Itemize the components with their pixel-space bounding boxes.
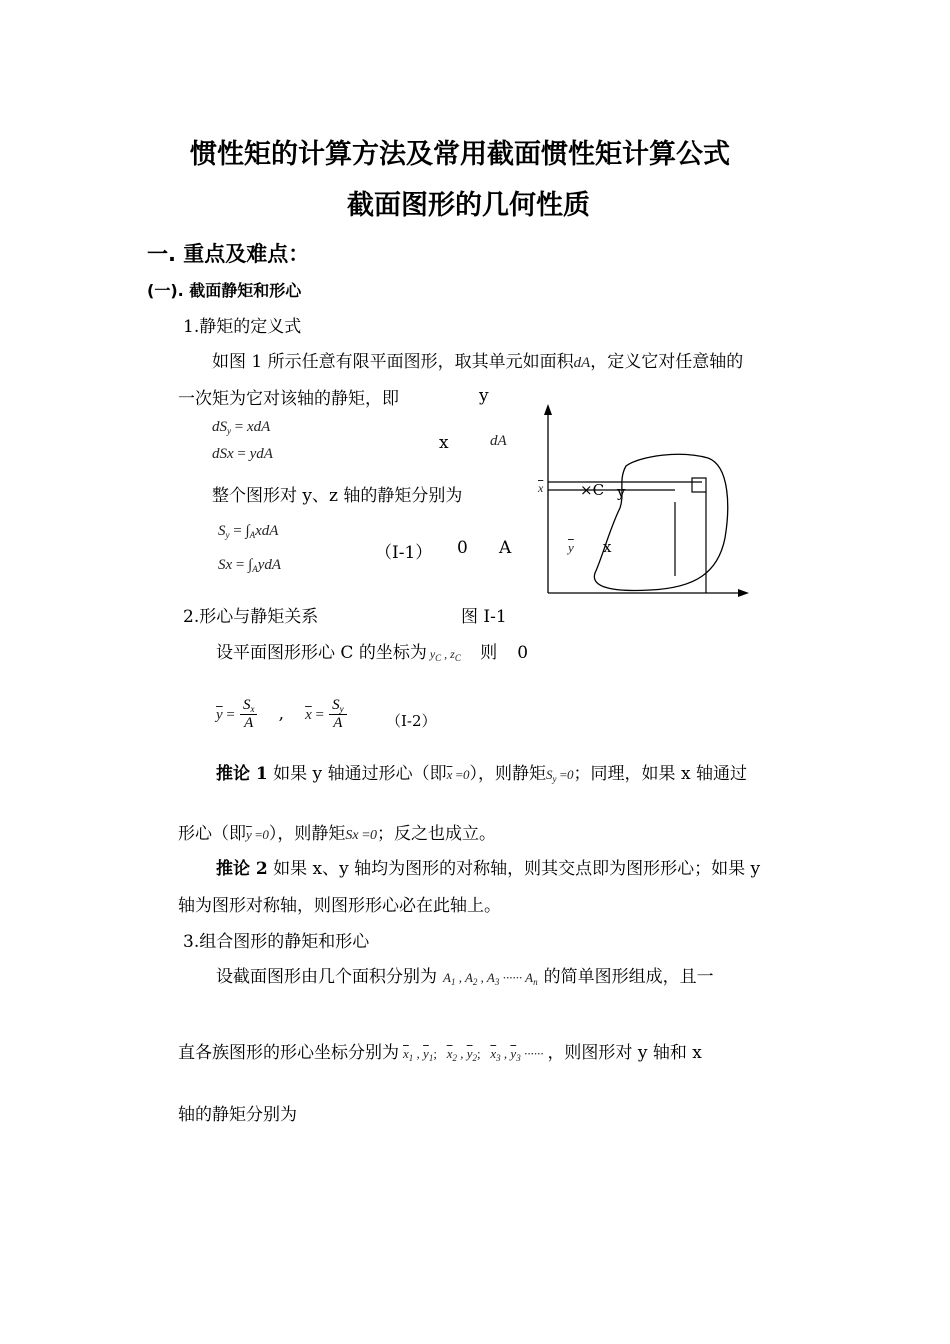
item-heading-3: 3.组合图形的静矩和形心 — [183, 932, 370, 952]
equation-dSx: dSx = ydA — [212, 446, 273, 462]
equation-Sy: $S_y = \int_AxdA$ — [218, 523, 279, 540]
figure-origin-label: 0 — [457, 538, 468, 558]
figure-x-label-2: x — [603, 538, 612, 556]
figure-y-axis-label: y — [479, 386, 489, 406]
paragraph-1-line-1: 如图 1 所示任意有限平面图形，取其单元如面积dA，定义它对任意轴的 — [212, 352, 744, 372]
equation-dSy: $dS_y$ = xdA — [212, 419, 271, 436]
corollary-1-line-1: 推论 1 如果 y 轴通过形心（即$\overline{x} =0$），则静矩$S_y =0$；同理，如果 x 轴通过 — [216, 764, 747, 784]
figure-caption: 图 I-1 — [461, 607, 507, 627]
document-title: 惯性矩的计算方法及常用截面惯性矩计算公式 — [190, 139, 730, 170]
figure-ybar-label: $\overline{y}$ — [568, 540, 574, 555]
figure-dA-label: dA — [490, 433, 507, 449]
equation-centroid: $\overline{y}$ = $\frac{S_x}{A}$ , $\overline{x}$ = $\frac{S_y}{A}$ — [216, 697, 347, 732]
equation-label-I-2: （I-2） — [386, 712, 437, 730]
item-heading-2: 2.形心与静矩关系 — [183, 607, 319, 627]
figure-i-1 — [530, 398, 760, 608]
figure-x-label: x — [439, 433, 449, 453]
paragraph-1-line-2: 一次矩为它对该轴的静矩，即 — [178, 389, 399, 409]
paragraph-5: 直各族图形的形心坐标分别为 $\overline{x}_1$ , $\overline{y}_1$; $\overline{x}_2$ , $\overline{y}_2$; $\overline{x}_3$ , $\overline{y}_3$ ······ ，则图形对 y 轴和 x — [178, 1043, 702, 1063]
figure-xbar-label: $\overline{x}$ — [538, 481, 544, 495]
element-dA — [692, 478, 706, 492]
corollary-2-line-1: 推论 2 如果 x、y 轴均为图形的对称轴，则其交点即为图形形心；如果 y — [216, 859, 761, 879]
corollary-1-line-2: 形心（即$\overline{y} =0$），则静矩Sx =0；反之也成立。 — [178, 824, 496, 844]
paragraph-6: 轴的静矩分别为 — [178, 1105, 297, 1125]
section-shape — [594, 454, 727, 590]
corollary-2-line-2: 轴为图形对称轴，则图形形心必在此轴上。 — [178, 896, 501, 916]
x-axis-arrow — [738, 589, 749, 597]
figure-y-label-2: y — [617, 483, 626, 501]
subsection-heading: (一). 截面静矩和形心 — [147, 281, 302, 300]
figure-area-label: A — [499, 538, 512, 558]
figure-centroid-label: ×C — [580, 481, 605, 499]
equation-Sx: $Sx = \int_AydA$ — [218, 557, 282, 574]
equation-label-I-1: （I-1） — [375, 543, 433, 563]
paragraph-2: 整个图形对 y、z 轴的静矩分别为 — [212, 486, 463, 506]
section-heading: 一. 重点及难点： — [147, 242, 310, 266]
document-subtitle: 截面图形的几何性质 — [347, 190, 590, 221]
paragraph-4: 设截面图形由几个面积分别为 $A_1$ , $A_2$ , $A_3$ ······ $A_n$ 的简单图形组成，且一 — [216, 967, 714, 987]
y-axis-arrow — [544, 404, 552, 415]
item-heading-1: 1.静矩的定义式 — [183, 317, 302, 337]
paragraph-3: 设平面图形形心 C 的坐标为 $y_C$ , $z_C$ 则 0 — [216, 643, 529, 663]
